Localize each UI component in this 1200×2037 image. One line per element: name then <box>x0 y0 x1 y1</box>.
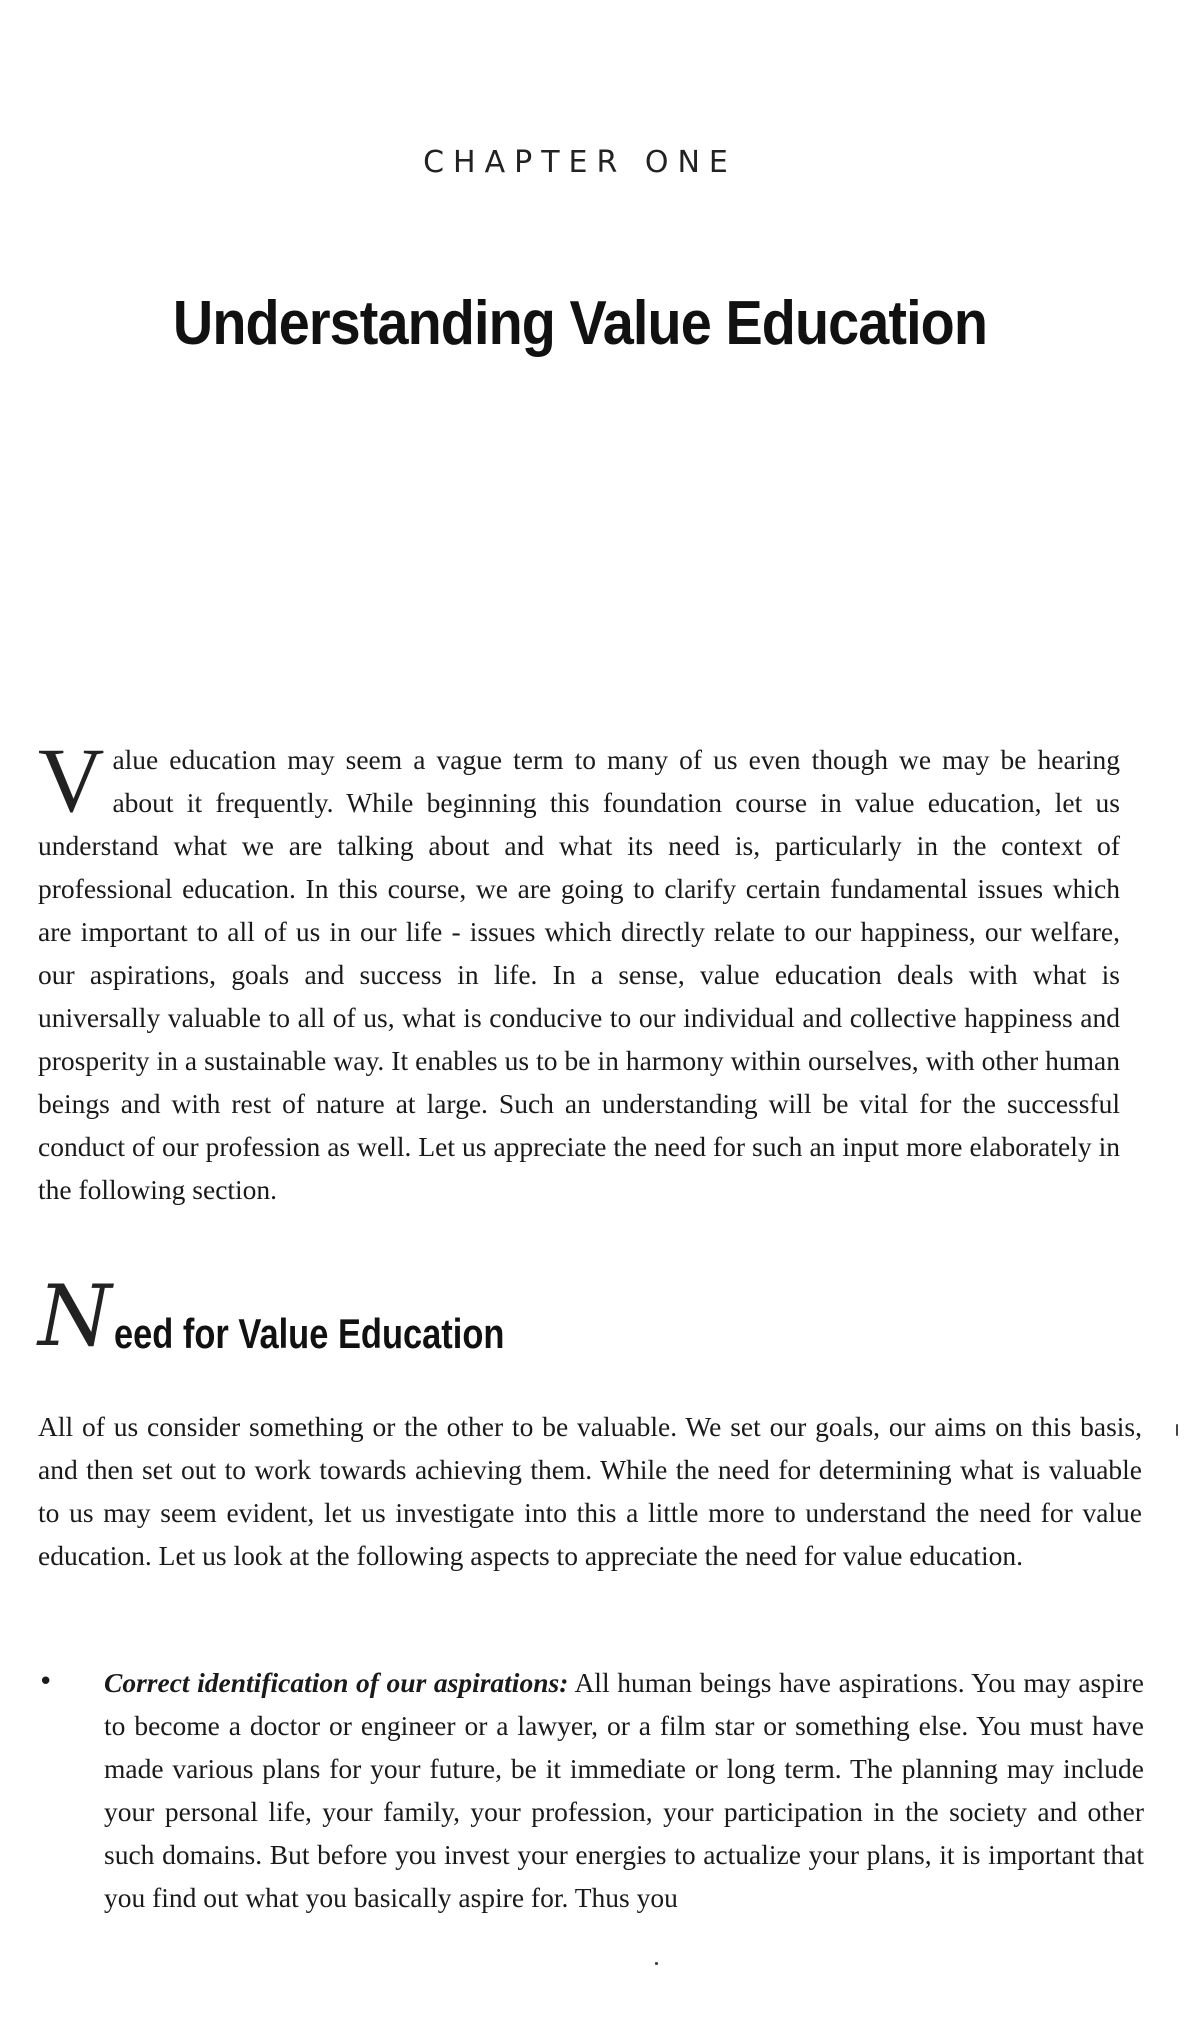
bullet-text <box>104 1661 1144 1919</box>
chapter-title: Understanding Value Education <box>172 289 988 358</box>
bullet-icon: • <box>38 1667 54 1697</box>
intro-text: alue education may seem a vague term to many of us even though we may be hearing about it frequently. While beginning this foundation course in value education, let us understand what we are talking about and what its need is, particularly in the context of professional education. In this course, we are going to clarify certain fundamental issues which are important to all of us in our life - issues which directly relate to our happiness, our welfare, our aspirations, goals and success in life. In a sense, value education deals with what is universally valuable to all of us, what is conducive to our individual and collective happiness and prosperity in a sustainable way. It enables us to be in harmony within ourselves, with other human beings and with rest of nature at large. Such an understanding will be vital for the successful conduct of our profession as well. Let us appreciate the need for such an input more elaborately in the following section. <box>38 744 1120 1205</box>
intro-paragraph <box>38 729 1120 1211</box>
section-heading <box>38 1267 590 1365</box>
list-item <box>38 1661 1144 1919</box>
chapter-label: CHAPTER ONE <box>423 145 737 180</box>
scan-speck <box>1176 1424 1178 1436</box>
need-paragraph: All of us consider something or the other to be valuable. We set our goals, our aims on this basis, and then set out to work towards achieving them. While the need for determining what is valuable to us may seem evident, let us investigate into this a little more to understand the need for value education. Let us look at the following aspects to appreciate the need for value education. <box>38 1411 1142 1571</box>
scan-speck <box>655 1962 658 1965</box>
bullet-lead: Correct identification of our aspirations: <box>104 1667 569 1698</box>
section-heading-initial: N <box>38 1267 112 1365</box>
bullet-body: All human beings have aspirations. You may aspire to become a doctor or engineer or a lawyer, or a film star or something else. You must have made various plans for your future, be it immediate or long term. The planning may include your personal life, your family, your profession, your participation in the society and other such domains. But before you invest your energies to actualize your plans, it is important that you find out what you basically aspire for. Thus you <box>104 1667 1144 1913</box>
drop-cap-initial: V <box>38 729 105 831</box>
section-heading-text: eed for Value Education <box>113 1310 504 1357</box>
